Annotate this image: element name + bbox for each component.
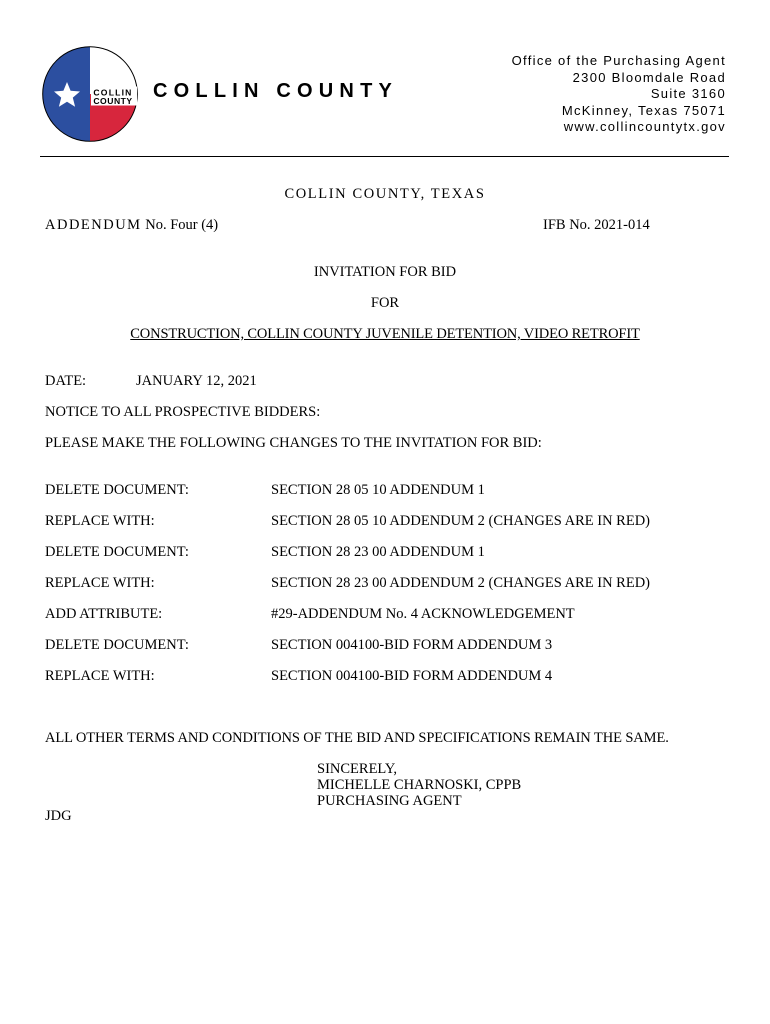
address-line: 2300 Bloomdale Road	[572, 69, 726, 85]
collin-county-logo	[42, 46, 138, 142]
address-line: McKinney, Texas 75071	[561, 102, 726, 118]
signature-name: MICHELLE CHARNOSKI, CPPB	[317, 777, 522, 793]
closing-statement: ALL OTHER TERMS AND CONDITIONS OF THE BID AND SPECIFICATIONS REMAIN THE SAME.	[45, 730, 669, 746]
notice-line: NOTICE TO ALL PROSPECTIVE BIDDERS:	[45, 404, 321, 420]
change-action: ADD ATTRIBUTE:	[45, 606, 163, 622]
document-title-for: FOR	[370, 295, 400, 311]
brand-name: COLLIN COUNTY	[153, 80, 399, 102]
project-name: CONSTRUCTION, COLLIN COUNTY JUVENILE DETENTION, VIDEO RETROFIT	[130, 326, 640, 342]
change-action: REPLACE WITH:	[45, 668, 155, 684]
ifb-number: IFB No. 2021-014	[543, 217, 650, 233]
change-item: SECTION 28 05 10 ADDENDUM 2 (CHANGES ARE IN RED)	[271, 513, 651, 529]
address-line: Suite 3160	[650, 86, 726, 101]
logo-text-collin: COLLIN	[93, 87, 133, 98]
change-item: SECTION 28 23 00 ADDENDUM 1	[271, 544, 485, 560]
document-title: INVITATION FOR BID	[313, 264, 457, 280]
change-action: REPLACE WITH:	[45, 513, 155, 529]
change-item: SECTION 004100-BID FORM ADDENDUM 3	[271, 637, 553, 653]
signature-line: SINCERELY,	[317, 761, 398, 777]
signature-block	[317, 761, 521, 809]
change-item: SECTION 004100-BID FORM ADDENDUM 4	[271, 668, 553, 684]
change-action: DELETE DOCUMENT:	[45, 544, 189, 560]
date-value: JANUARY 12, 2021	[136, 373, 257, 389]
logo-text-county: COUNTY	[93, 96, 133, 106]
change-item: SECTION 28 23 00 ADDENDUM 2 (CHANGES ARE IN RED)	[271, 575, 651, 591]
header-divider	[40, 156, 729, 157]
address-line: Office of the Purchasing Agent	[511, 53, 726, 68]
office-address	[512, 53, 726, 136]
date-label: DATE:	[45, 373, 87, 389]
change-item: #29-ADDENDUM No. 4 ACKNOWLEDGEMENT	[271, 606, 575, 622]
signature-title: PURCHASING AGENT	[317, 793, 462, 809]
author-initials: JDG	[45, 808, 72, 824]
change-item: SECTION 28 05 10 ADDENDUM 1	[271, 482, 485, 498]
addendum-number: ADDENDUM No. Four (4)	[45, 217, 219, 233]
change-action: DELETE DOCUMENT:	[45, 637, 189, 653]
change-action: REPLACE WITH:	[45, 575, 155, 591]
change-action: DELETE DOCUMENT:	[45, 482, 189, 498]
instruction-line: PLEASE MAKE THE FOLLOWING CHANGES TO THE INVITATION FOR BID:	[45, 435, 542, 451]
county-heading: COLLIN COUNTY, TEXAS	[284, 186, 486, 202]
website-link[interactable]: www.collincountytx.gov	[563, 119, 726, 134]
